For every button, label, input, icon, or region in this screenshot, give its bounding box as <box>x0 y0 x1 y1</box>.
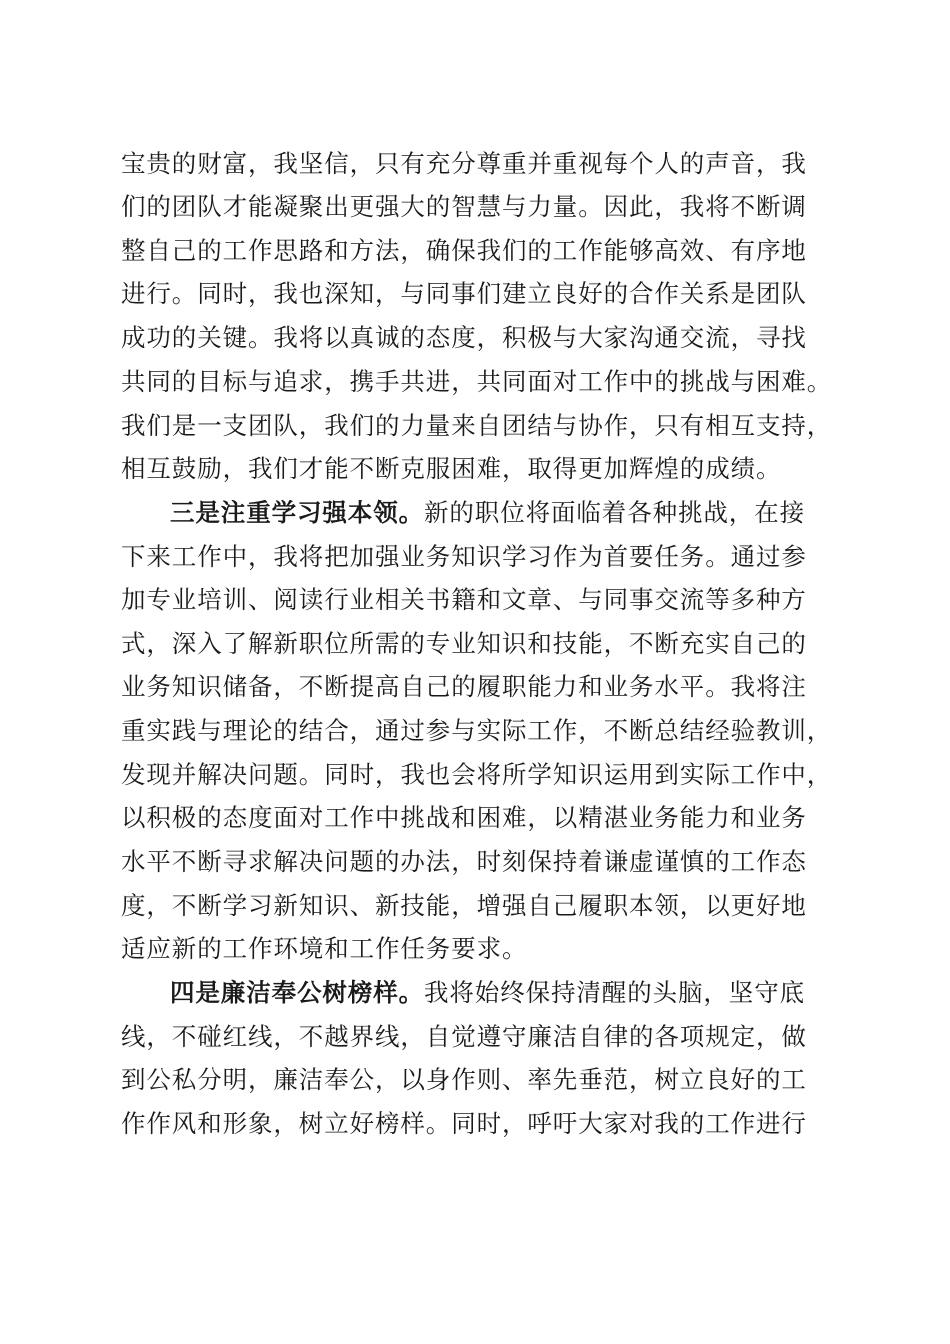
text-line: 我们是一支团队，我们的力量来自团结与协作，只有相互支持， <box>121 411 833 440</box>
text-line: 作作风和形象，树立好榜样。同时，呼吁大家对我的工作进行 <box>121 1109 807 1138</box>
text-line: 水平不断寻求解决问题的办法，时刻保持着谦虚谨慎的工作态 <box>121 847 807 876</box>
text-line: 线，不碰红线，不越界线，自觉遵守廉洁自律的各项规定，做 <box>121 1022 807 1051</box>
text-line: 整自己的工作思路和方法，确保我们的工作能够高效、有序地 <box>121 236 807 265</box>
text-line: 发现并解决问题。同时，我也会将所学知识运用到实际工作中， <box>121 760 833 789</box>
text-line: 到公私分明，廉洁奉公，以身作则、率先垂范，树立良好的工 <box>121 1065 807 1094</box>
text-line: 宝贵的财富，我坚信，只有充分尊重并重视每个人的声音，我 <box>121 149 807 178</box>
text-line: 以积极的态度面对工作中挑战和困难，以精湛业务能力和业务 <box>121 803 807 832</box>
text-line: 业务知识储备，不断提高自己的履职能力和业务水平。我将注 <box>121 672 807 701</box>
text-line: 加专业培训、阅读行业相关书籍和文章、与同事交流等多种方 <box>121 585 807 614</box>
text-line: 们的团队才能凝聚出更强大的智慧与力量。因此，我将不断调 <box>121 192 807 221</box>
text-line: 进行。同时，我也深知，与同事们建立良好的合作关系是团队 <box>121 279 807 308</box>
section-heading-line: 三是注重学习强本领。新的职位将面临着各种挑战，在接 <box>170 498 805 527</box>
section-heading-line: 四是廉洁奉公树榜样。我将始终保持清醒的头脑，坚守底 <box>170 978 805 1007</box>
text-line: 重实践与理论的结合，通过参与实际工作，不断总结经验教训， <box>121 716 833 745</box>
text-line: 成功的关键。我将以真诚的态度，积极与大家沟通交流，寻找 <box>121 323 807 352</box>
text-line: 相互鼓励，我们才能不断克服困难，取得更加辉煌的成绩。 <box>121 454 782 483</box>
text-line: 式，深入了解新职位所需的专业知识和技能，不断充实自己的 <box>121 629 807 658</box>
section-lead-3: 三是注重学习强本领。 <box>170 498 424 527</box>
text-line: 度，不断学习新知识、新技能，增强自己履职本领，以更好地 <box>121 891 807 920</box>
text-line: 下来工作中，我将把加强业务知识学习作为首要任务。通过参 <box>121 542 807 571</box>
section-lead-4: 四是廉洁奉公树榜样。 <box>170 978 424 1007</box>
text-line: 共同的目标与追求，携手共进，共同面对工作中的挑战与困难。 <box>121 367 833 396</box>
text-line: 适应新的工作环境和工作任务要求。 <box>121 934 528 963</box>
